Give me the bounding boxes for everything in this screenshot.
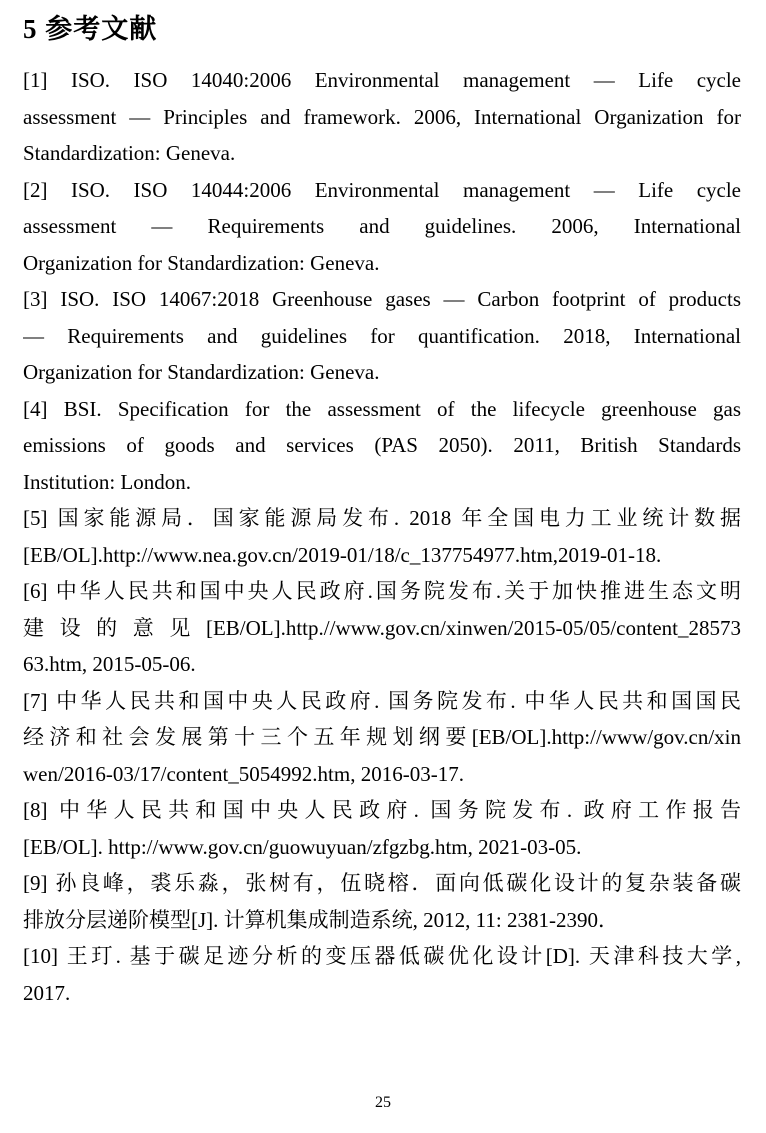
reference-line: 排放分层递阶模型[J]. 计算机集成制造系统, 2012, 11: 2381-2390． <box>23 907 619 932</box>
reference-line: assessment — Requirements and guidelines. 2006, International <box>23 214 741 238</box>
reference-line: [1] ISO. ISO 14040:2006 Environmental management — Life cycle <box>23 68 741 92</box>
reference-line: [3] ISO. ISO 14067:2018 Greenhouse gases — Carbon footprint of products <box>23 287 741 311</box>
reference-line: Standardization: Geneva. <box>23 141 236 165</box>
reference-item-10 <box>23 938 741 1011</box>
reference-item-6 <box>23 573 741 683</box>
reference-item-7 <box>23 683 741 793</box>
reference-list <box>23 62 741 1011</box>
reference-line: [6] 中华人民共和国中央人民政府.国务院发布.关于加快推进生态文明 <box>23 579 741 603</box>
page-number: 25 <box>375 1094 391 1111</box>
reference-line: 2017. <box>23 980 71 1005</box>
reference-line: [4] BSI. Specification for the assessment of the lifecycle greenhouse gas <box>23 396 741 421</box>
reference-item-3 <box>23 281 741 391</box>
reference-line: 建设的意见[EB/OL].http.//www.gov.cn/xinwen/2015-05/05/content_28573 <box>23 615 741 640</box>
reference-line: emissions of goods and services (PAS 2050). 2011, British Standards <box>23 433 741 457</box>
reference-line: assessment — Principles and framework. 2006, International Organization for <box>23 104 741 129</box>
reference-line: 经济和社会发展第十三个五年规划纲要[EB/OL].http://www/gov.cn/xin <box>23 725 741 749</box>
reference-item-1 <box>23 62 741 172</box>
reference-line: Institution: London. <box>23 469 191 494</box>
reference-line: — Requirements and guidelines for quantification. 2018, International <box>23 323 741 348</box>
reference-item-2 <box>23 172 741 282</box>
reference-item-5 <box>23 500 741 573</box>
reference-line: [5] 国家能源局．国家能源局发布. 2018 年全国电力工业统计数据 <box>23 506 741 530</box>
reference-line: Organization for Standardization: Geneva. <box>23 360 380 384</box>
reference-line: [10] 王玎. 基于碳足迹分析的变压器低碳优化设计[D]. 天津科技大学, <box>23 944 741 968</box>
reference-line: Organization for Standardization: Geneva. <box>23 250 380 275</box>
reference-item-4 <box>23 391 741 501</box>
reference-line: 63.htm, 2015-05-06. <box>23 652 196 676</box>
reference-item-9 <box>23 865 741 938</box>
reference-line: [9] 孙良峰，裘乐淼，张树有，伍晓榕．面向低碳化设计的复杂装备碳 <box>23 871 741 895</box>
reference-line: [7] 中华人民共和国中央人民政府. 国务院发布. 中华人民共和国国民 <box>23 688 741 713</box>
reference-line: [EB/OL]. http://www.gov.cn/guowuyuan/zfgzbg.htm, 2021-03-05. <box>23 834 582 859</box>
reference-line: [2] ISO. ISO 14044:2006 Environmental management — Life cycle <box>23 177 741 202</box>
reference-line: [EB/OL].http://www.nea.gov.cn/2019-01/18/c_137754977.htm,2019-01-18. <box>23 542 662 567</box>
reference-line: wen/2016-03/17/content_5054992.htm, 2016-03-17. <box>23 761 464 786</box>
reference-item-8 <box>23 792 741 865</box>
reference-line: [8] 中华人民共和国中央人民政府. 国务院发布. 政府工作报告 <box>23 798 741 822</box>
section-heading: 5 参考文献 <box>23 14 158 44</box>
